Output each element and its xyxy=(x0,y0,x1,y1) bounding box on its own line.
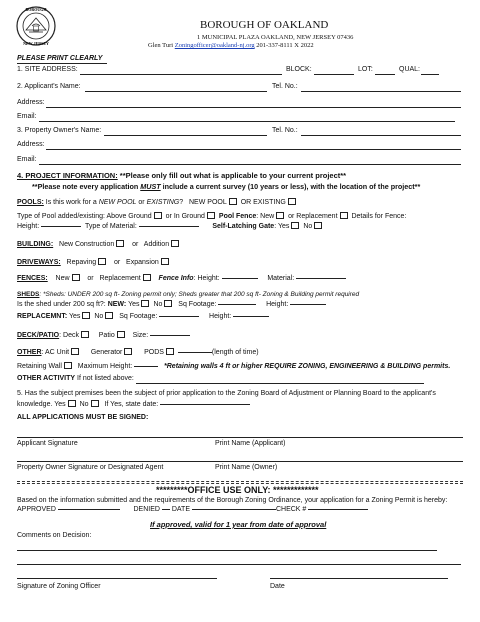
pods-label: PODS xyxy=(144,349,164,356)
q5-no-checkbox[interactable] xyxy=(91,400,99,407)
self-latching-yes-label: : Yes xyxy=(274,223,290,230)
survey-note-a: **Please note every application xyxy=(32,182,141,191)
applicant-email-label: Email: xyxy=(17,113,37,120)
pools-q-a: Is this work for a xyxy=(43,199,99,206)
fence-new-checkbox[interactable] xyxy=(72,274,80,281)
check-label: CHECK # xyxy=(275,506,307,513)
max-height-field[interactable] xyxy=(134,366,158,367)
owner-email-field[interactable] xyxy=(39,164,461,165)
q5-yes-label: knowledge. Yes xyxy=(17,401,66,408)
pods-length-field[interactable] xyxy=(178,352,212,353)
size-field[interactable] xyxy=(150,335,190,336)
patio-label: Patio xyxy=(98,332,115,339)
sheds-rep-footage-field[interactable] xyxy=(159,316,199,317)
office-text: Based on the information submitted and the requirements of the Borough Zoning Ordinance, your application for a Zoning Permit is hereby: xyxy=(17,497,448,504)
officer-date-label: Date xyxy=(270,583,285,590)
deck-row xyxy=(17,331,190,339)
denied-field[interactable] xyxy=(162,509,170,510)
signed-notice: ALL APPLICATIONS MUST BE SIGNED: xyxy=(17,414,149,421)
q5-state-label: If Yes, state date: xyxy=(104,401,159,408)
driveways-or: or xyxy=(113,259,121,266)
expansion-label: Expansion xyxy=(126,259,159,266)
address-line: 1 MUNICIPAL PLAZA OAKLAND, NEW JERSEY 07436 xyxy=(197,34,354,41)
pool-height-field[interactable] xyxy=(41,226,81,227)
svg-text:NEW JERSEY: NEW JERSEY xyxy=(23,41,49,46)
other-row xyxy=(17,348,259,356)
applicant-email-field[interactable] xyxy=(39,121,455,122)
repaving-label: Repaving xyxy=(66,259,97,266)
driveways-label: DRIVEWAYS: xyxy=(17,259,61,266)
sheds-footage-label: Sq Footage: xyxy=(178,301,217,308)
officer-signature-field[interactable] xyxy=(17,578,217,579)
owner-name-label: 3. Property Owner's Name: xyxy=(17,127,102,134)
existing-label: EXISTING xyxy=(253,199,286,206)
print-applicant-label: Print Name (Applicant) xyxy=(215,440,286,447)
self-latching-yes-checkbox[interactable] xyxy=(291,222,299,229)
owner-tel-field[interactable] xyxy=(301,135,461,136)
block-label: BLOCK: xyxy=(286,66,312,73)
pool-fence-replacement-label: or Replacement xyxy=(288,213,338,220)
sheds-note-row xyxy=(17,291,359,298)
pods-length-label: (length of time) xyxy=(211,349,259,356)
sheds-footage-field[interactable] xyxy=(218,304,256,305)
fence-height-field[interactable] xyxy=(222,278,258,279)
ac-unit-label: : AC Unit xyxy=(41,349,70,356)
applicant-signature-field[interactable] xyxy=(17,437,463,438)
q5-yes-checkbox[interactable] xyxy=(68,400,76,407)
pools-label: POOLS: xyxy=(17,199,44,206)
office-divider xyxy=(17,481,463,482)
pool-fence-replacement-checkbox[interactable] xyxy=(340,212,348,219)
existing-checkbox[interactable] xyxy=(288,198,296,205)
pool-fence-new-checkbox[interactable] xyxy=(276,212,284,219)
deck-checkbox[interactable] xyxy=(81,331,89,338)
officer-date-field[interactable] xyxy=(270,578,448,579)
sheds-rep-no-label: No xyxy=(94,313,104,320)
other-activity-note: If not listed above: xyxy=(75,375,134,382)
other-activity-field[interactable] xyxy=(136,383,424,384)
check-field[interactable] xyxy=(308,509,368,510)
site-address-label: 1. SITE ADDRESS: xyxy=(17,66,78,73)
sheds-replacement-row xyxy=(17,312,269,320)
building-or: or xyxy=(132,241,139,248)
retaining-note: *Retaining walls 4 ft or higher REQUIRE ZONING, ENGINEERING & BUILDING permits. xyxy=(164,363,451,370)
lot-label: LOT: xyxy=(358,66,373,73)
comments-line-1[interactable] xyxy=(17,550,437,551)
owner-address-field[interactable] xyxy=(46,149,461,150)
driveways-row xyxy=(17,258,171,266)
fence-material-label: Material: xyxy=(267,275,295,282)
new-construction-checkbox[interactable] xyxy=(116,240,124,247)
project-info-title: 4. PROJECT INFORMATION: xyxy=(17,171,118,180)
generator-label: Generator xyxy=(90,349,123,356)
office-title: *********OFFICE USE ONLY: ************* xyxy=(156,485,319,495)
denied-label: DENIED xyxy=(133,506,160,513)
comments-line-2[interactable] xyxy=(17,564,461,565)
pool-type-label: Type of Pool added/existing: xyxy=(17,213,105,220)
sheds-no-checkbox[interactable] xyxy=(164,300,172,307)
ac-unit-checkbox[interactable] xyxy=(71,348,79,355)
in-ground-label: In Ground xyxy=(173,213,205,220)
other-activity-row xyxy=(17,375,134,382)
approved-label: APPROVED xyxy=(17,506,56,513)
pool-material-label: Type of Material: xyxy=(85,223,137,230)
contact-email-link[interactable]: Zoningofficer@oakland-nj.org xyxy=(174,42,255,49)
fence-replacement-checkbox[interactable] xyxy=(143,274,151,281)
addition-label: Addition xyxy=(143,241,170,248)
office-divider-2 xyxy=(17,483,463,484)
applicant-tel-field[interactable] xyxy=(301,91,461,92)
other-activity-label: OTHER ACTIVITY xyxy=(17,375,76,382)
generator-checkbox[interactable] xyxy=(124,348,132,355)
lot-field[interactable] xyxy=(375,74,395,75)
pools-q-end: ? xyxy=(179,199,184,206)
office-decision-row xyxy=(17,506,368,513)
other-label: OTHER xyxy=(17,349,42,356)
contact-phone: 201-337-8111 X 2022 xyxy=(256,42,314,49)
repaving-checkbox[interactable] xyxy=(98,258,106,265)
applicant-signature-label: Applicant Signature xyxy=(17,440,78,447)
fence-replacement-label: Replacement xyxy=(99,275,141,282)
applicant-address-field[interactable] xyxy=(46,107,461,108)
new-pool-label: NEW POOL xyxy=(189,199,227,206)
sheds-height-label: Height: xyxy=(266,301,289,308)
print-clearly: PLEASE PRINT CLEARLY xyxy=(17,55,103,62)
page-title: BOROUGH OF OAKLAND xyxy=(200,19,329,31)
sheds-rep-yes-label: Yes xyxy=(69,313,81,320)
pools-q-existing: EXISTING xyxy=(146,199,180,206)
retaining-label: Retaining Wall xyxy=(17,363,62,370)
above-ground-label: Above Ground xyxy=(106,213,152,220)
pods-checkbox[interactable] xyxy=(166,348,174,355)
sheds-new-label: NEW: xyxy=(107,301,127,308)
sheds-no-label: No xyxy=(153,301,163,308)
fence-height-label: : Height: xyxy=(193,275,220,282)
patio-checkbox[interactable] xyxy=(117,331,125,338)
sheds-height-field[interactable] xyxy=(290,304,326,305)
deck-label: DECK/PATIO xyxy=(17,332,60,339)
office-date-label: DATE xyxy=(171,506,190,513)
pool-type-or: or xyxy=(165,213,172,220)
fence-new-label: New xyxy=(55,275,70,282)
pool-type-row xyxy=(17,212,406,220)
in-ground-checkbox[interactable] xyxy=(207,212,215,219)
qual-label: QUAL: xyxy=(399,66,421,73)
q5-date-field[interactable] xyxy=(160,404,250,405)
pool-fence-label: Pool Fence xyxy=(218,213,257,220)
fences-row xyxy=(17,274,346,282)
project-info-note: **Please only fill out what is applicable to your current project** xyxy=(117,171,347,180)
svg-text:BOROUGH: BOROUGH xyxy=(25,7,47,12)
print-owner-label: Print Name (Owner) xyxy=(215,464,278,471)
pool-fence-row xyxy=(17,222,324,230)
sheds-rep-footage-label: Sq Footage: xyxy=(119,313,158,320)
qual-field[interactable] xyxy=(421,74,439,75)
pools-row xyxy=(17,198,298,206)
retaining-row xyxy=(17,362,450,370)
pools-q-or: or xyxy=(136,199,147,206)
expansion-checkbox[interactable] xyxy=(161,258,169,265)
site-address-field[interactable] xyxy=(80,74,282,75)
size-label: Size: xyxy=(132,332,149,339)
borough-seal xyxy=(16,4,56,50)
new-construction-label: New Construction xyxy=(59,241,115,248)
pools-q-new: NEW POOL xyxy=(98,199,137,206)
owner-signature-field[interactable] xyxy=(17,461,463,462)
officer-signature-label: Signature of Zoning Officer xyxy=(17,583,101,590)
block-field[interactable] xyxy=(314,74,354,75)
above-ground-checkbox[interactable] xyxy=(154,212,162,219)
sheds-question: Is the shed under 200 sq ft?: xyxy=(17,301,106,308)
addition-checkbox[interactable] xyxy=(171,240,179,247)
sheds-yes-checkbox[interactable] xyxy=(141,300,149,307)
q5-line1: 5. Has the subject premises been the subject of prior application to the Zoning Board of Adjustment or Planning Board to the applicant's xyxy=(17,390,436,397)
office-date-field[interactable] xyxy=(192,509,276,510)
fence-details-label: Details for Fence: xyxy=(351,213,407,220)
survey-note xyxy=(32,182,420,191)
new-pool-checkbox[interactable] xyxy=(229,198,237,205)
building-row xyxy=(17,240,181,248)
owner-signature-label: Property Owner Signature or Designated Agent xyxy=(17,464,164,471)
contact-line xyxy=(148,42,314,49)
applicant-name-label: 2. Applicant's Name: xyxy=(17,83,81,90)
sheds-note: : *Sheds: UNDER 200 sq ft- Zoning permit only; Sheds greater that 200 sq ft- Zoning & Building permit required xyxy=(39,291,360,298)
self-latching-no-label: No xyxy=(303,223,313,230)
owner-name-field[interactable] xyxy=(104,135,267,136)
fences-or: or xyxy=(87,275,94,282)
survey-note-b: include a current survey (10 years or less), with the location of the project** xyxy=(160,182,421,191)
owner-email-label: Email: xyxy=(17,156,37,163)
applicant-name-field[interactable] xyxy=(85,91,267,92)
q5-no-label: No xyxy=(79,401,89,408)
max-height-label: Maximum Height: xyxy=(77,363,133,370)
valid-notice: If approved, valid for 1 year from date of approval xyxy=(150,520,327,529)
sheds-rep-no-checkbox[interactable] xyxy=(105,312,113,319)
sheds-question-row xyxy=(17,300,326,308)
applicant-tel-label: Tel. No.: xyxy=(272,83,298,90)
approved-field[interactable] xyxy=(58,509,120,510)
pool-fence-new-label: : New xyxy=(256,213,275,220)
building-label: BUILDING: xyxy=(17,241,54,248)
sheds-rep-height-label: Height: xyxy=(209,313,232,320)
deck-deck-label: : Deck xyxy=(59,332,79,339)
applicant-address-label: Address: xyxy=(17,99,45,106)
self-latching-label: Self-Latching Gate xyxy=(212,223,275,230)
retaining-checkbox[interactable] xyxy=(64,362,72,369)
self-latching-no-checkbox[interactable] xyxy=(314,222,322,229)
q5-line2 xyxy=(17,400,250,408)
sheds-rep-height-field[interactable] xyxy=(233,316,269,317)
project-info-heading xyxy=(17,171,346,180)
contact-name: Glen Turi xyxy=(148,42,174,49)
owner-tel-label: Tel. No.: xyxy=(272,127,298,134)
fence-material-field[interactable] xyxy=(296,278,346,279)
fences-label: FENCES: xyxy=(17,275,48,282)
pool-material-field[interactable] xyxy=(139,226,199,227)
sheds-yes-label: Yes xyxy=(128,301,140,308)
pool-height-label: Height: xyxy=(17,223,40,230)
comments-label: Comments on Decision: xyxy=(17,532,92,539)
fence-info-label: Fence Info xyxy=(158,275,194,282)
sheds-rep-yes-checkbox[interactable] xyxy=(82,312,90,319)
owner-address-label: Address: xyxy=(17,141,45,148)
survey-note-must: MUST xyxy=(140,182,161,191)
sheds-label: SHEDS xyxy=(17,291,40,298)
pools-or: OR xyxy=(240,199,252,206)
sheds-replacement-label: REPLACEMNT: xyxy=(17,313,68,320)
